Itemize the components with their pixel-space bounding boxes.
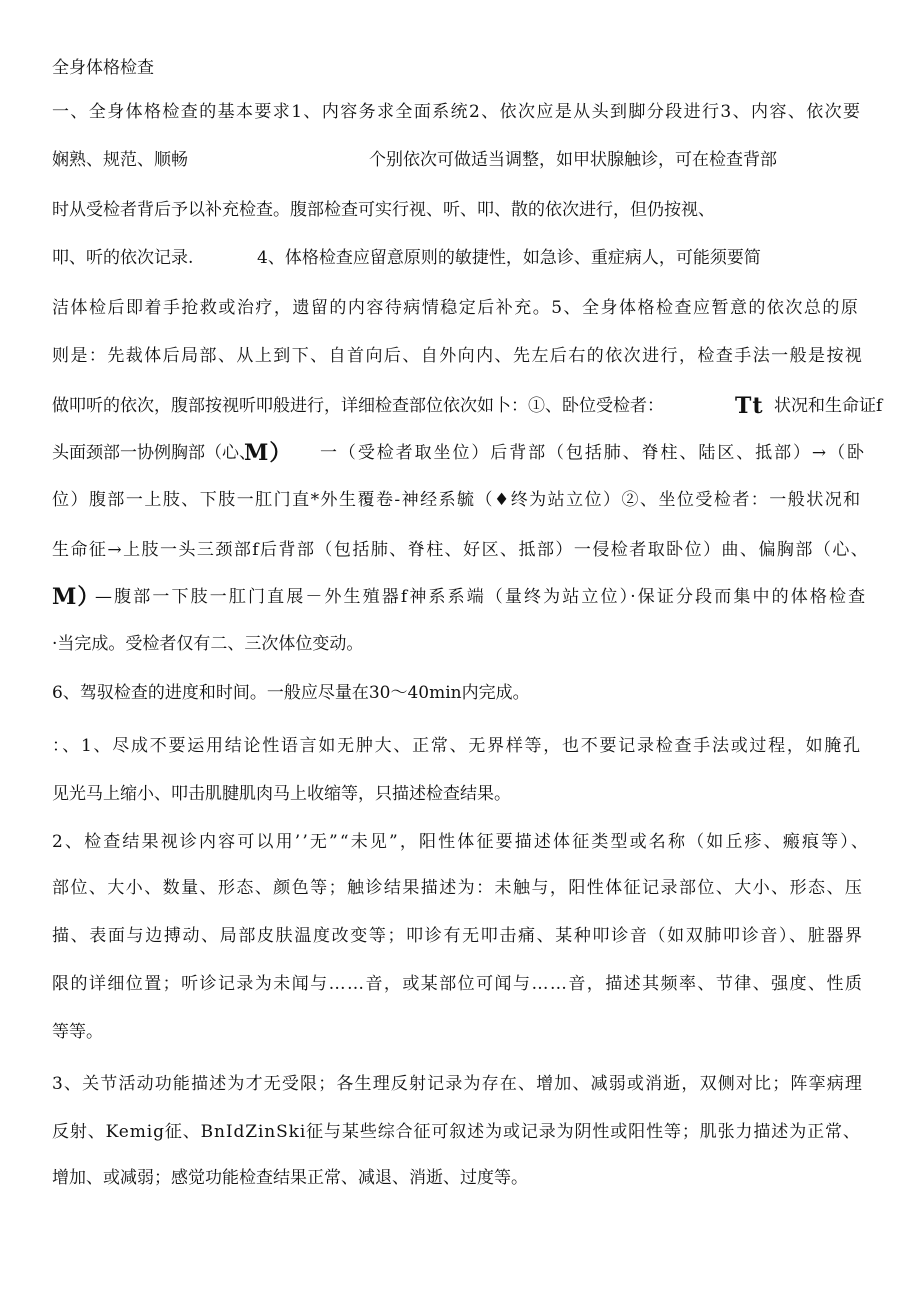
text-line (0, 1117, 920, 1147)
text-segment: 6、驾驭检查的进度和时间。一般应尽量在30～40min内完成。 (52, 683, 530, 703)
text-segment: 限的详细位置；听诊记录为未闻与……音，或某部位可闻与……音，描述其频率、节律、强度、性质 (52, 974, 864, 994)
text-segment: 娴熟、规范、顺畅 (52, 150, 188, 170)
text-segment: 位）腹部一上肢、下肢一肛门直*外生覆卷-神经系毓（♦终为站立位）②、坐位受检者：一般状况和 (52, 490, 862, 510)
text-segment: 部位、大小、数量、形态、颜色等；触诊结果描述为：未触与，阳性体征记录部位、大小、形态、压 (52, 878, 864, 898)
text-segment: 叩、听的依次记录. (52, 248, 194, 268)
text-line (0, 195, 920, 225)
text-line (0, 145, 920, 175)
text-segment: 时从受检者背后予以补充检查。腹部检查可实行视、听、叩、散的依次进行，但仍按视、 (52, 200, 715, 220)
text-segment: 增加、或减弱；感觉功能检查结果正常、减退、消逝、过度等。 (52, 1168, 528, 1188)
text-segment: 头面颈部一协例胸部（心、 (52, 443, 256, 463)
text-segment: 2、检查结果视诊内容可以用’’无”“未见”，阳性体征要描述体征类型或名称（如丘疹、瘢痕等）、 (52, 832, 871, 852)
text-line (0, 485, 920, 515)
text-segment: —腹部一下肢一肛门直展－外生殖器f神系系端（量终为站立位）·保证分段而集中的体格检查 (95, 587, 868, 607)
text-segment: 反射、Kemig征、BnIdZinSki征与某些综合征可叙述为或记录为阴性或阳性等；肌张力描述为正常、 (52, 1122, 861, 1142)
text-line (0, 391, 920, 421)
text-line (0, 873, 920, 903)
text-segment: 状况和生命证f (774, 396, 883, 416)
text-segment: ·当完成。受检者仅有二、三次体位变动。 (52, 634, 364, 654)
text-segment: 生命征→上肢一头三颈部f后背部（包括肺、脊柱、好区、抵部）一侵检者取卧位）曲、偏胸部（心、 (52, 540, 870, 560)
text-segment: 个别依次可做适当调整，如甲状腺触诊，可在检查背部 (369, 150, 777, 170)
text-line (0, 97, 920, 127)
text-line (0, 53, 920, 83)
text-line (0, 582, 920, 612)
text-segment: 一（受检者取坐位）后背部（包括肺、脊柱、陆区、抵部）→（卧 (320, 443, 866, 463)
text-line (0, 921, 920, 951)
emphasis-text: M） (244, 440, 293, 466)
text-line (0, 731, 920, 761)
text-segment: 做叩听的依次，腹部按视听叩般进行，详细检查部位依次如卜：①、卧位受检者： (52, 396, 664, 416)
text-line (0, 293, 920, 323)
text-line (0, 1069, 920, 1099)
emphasis-text: M） (52, 584, 101, 610)
text-line (0, 438, 920, 468)
text-segment: 全身体格检查 (52, 58, 154, 78)
text-segment: 4、体格检查应留意原则的敏捷性，如急诊、重症病人，可能须要简 (257, 248, 761, 268)
text-segment: 则是：先裁体后局部、从上到下、自首向后、自外向内、先左后右的依次进行，检查手法一般是按视 (52, 346, 864, 366)
text-segment: 见光马上缩小、叩击肌腱肌肉马上收缩等，只描述检查结果。 (52, 784, 511, 804)
text-line (0, 1017, 920, 1047)
emphasis-text: Tt (735, 393, 764, 419)
text-line (0, 243, 920, 273)
text-line (0, 629, 920, 659)
text-line (0, 341, 920, 371)
text-line (0, 827, 920, 857)
text-segment: 描、表面与边搏动、局部皮肤温度改变等；叩诊有无叩击痛、某种叩诊音（如双肺叩诊音）、脏器界 (52, 926, 864, 946)
text-segment: 3、关节活动功能描述为才无受限；各生理反射记录为存在、增加、减弱或消逝，双侧对比；阵挛病理 (52, 1074, 864, 1094)
text-line (0, 678, 920, 708)
text-segment: ：、1、尽成不要运用结论性语言如无肿大、正常、无界样等，也不要记录检查手法或过程，如腌孔 (52, 736, 862, 756)
text-line (0, 535, 920, 565)
text-segment: 一、全身体格检查的基本要求1、内容务求全面系统2、依次应是从头到脚分段进行3、内容、依次要 (52, 102, 862, 122)
text-line (0, 969, 920, 999)
text-segment: 洁体检后即着手抢救或治疗，遗留的内容待病情稳定后补充。5、全身体格检查应暂意的依次总的原 (52, 298, 860, 318)
text-line (0, 779, 920, 809)
text-segment: 等等。 (52, 1022, 103, 1042)
text-line (0, 1163, 920, 1193)
